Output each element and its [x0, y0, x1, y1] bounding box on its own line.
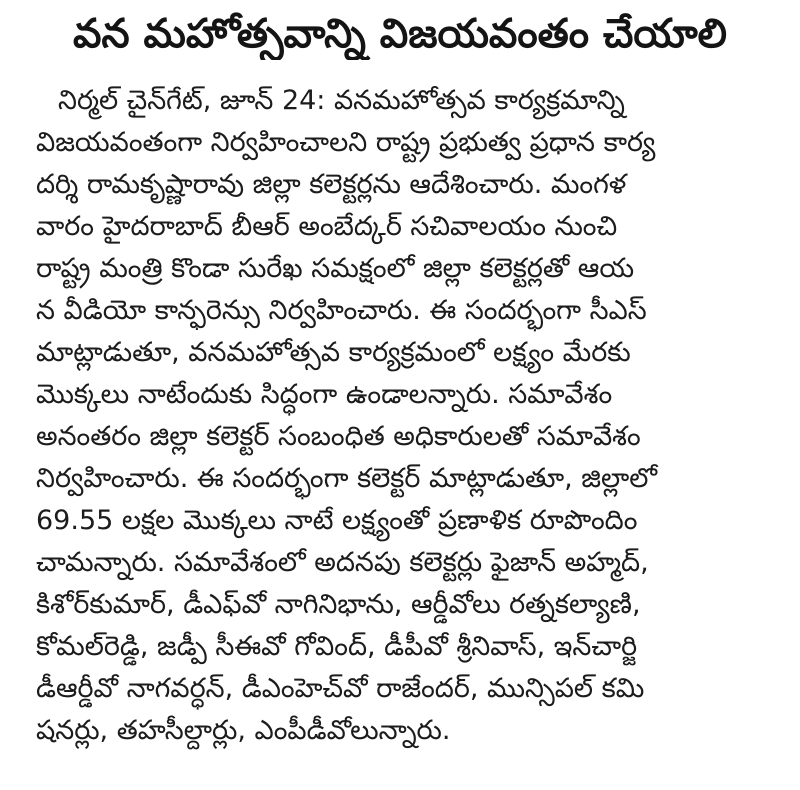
article-line: అనంతరం జిల్లా కలెక్టర్ సంబంధిత అధికారులతో సమావేశం [36, 421, 641, 452]
article-line: విజయవంతంగా నిర్వహించాలని రాష్ట్ర ప్రభుత్వ ప్రధాన కార్య [36, 127, 656, 158]
article-line: డీఆర్డీవో నాగవర్ధన్, డీఎంహెచ్‌వో రాజేందర్, మున్సిపల్ కమి [36, 673, 645, 704]
article-line: నిర్మల్ చైన్‌గేట్, జూన్ 24: వనమహోత్సవ కార్యక్రమాన్ని [58, 85, 625, 116]
article-line: రాష్ట్ర మంత్రి కొండా సురేఖ సమక్షంలో జిల్లా కలెక్టర్లతో ఆయ [36, 253, 635, 284]
article-line: 69.55 లక్షల మొక్కలు నాటే లక్ష్యంతో ప్రణాళిక రూపొందిం [36, 505, 638, 536]
headline: వన మహోత్సవాన్ని విజయవంతం చేయాలి [73, 11, 727, 57]
article-line: కోమల్‌రెడ్డి, జడ్పీ సీఈవో గోవింద్, డీపీవో శ్రీనివాస్, ఇన్‌చార్జి [36, 631, 638, 662]
article-line: నిర్వహించారు. ఈ సందర్భంగా కలెక్టర్ మాట్లాడుతూ, జిల్లాలో [36, 463, 658, 494]
article-line: న వీడియో కాన్ఫరెన్సు నిర్వహించారు. ఈ సందర్భంగా సీఎస్ [36, 295, 647, 326]
article-line: దర్శి రామకృష్ణారావు జిల్లా కలెక్టర్లను ఆదేశించారు. మంగళ [36, 169, 627, 200]
article-body [36, 80, 736, 752]
article-line: కిశోర్‌కుమార్, డీఎఫ్‌వో నాగినిభాను, ఆర్డీవోలు రత్నకల్యాణి, [36, 589, 641, 620]
article-line: మొక్కలు నాటేందుకు సిద్ధంగా ఉండాలన్నారు. సమావేశం [36, 379, 613, 410]
article-line: షనర్లు, తహసీల్దార్లు, ఎంపీడీవోలున్నారు. [36, 715, 451, 746]
article-line: మాట్లాడుతూ, వనమహోత్సవ కార్యక్రమంలో లక్ష్యం మేరకు [36, 337, 631, 368]
article-line: చామన్నారు. సమావేశంలో అదనపు కలెక్టర్లు ఫైజాన్ అహ్మద్, [36, 547, 649, 578]
article-line: వారం హైదరాబాద్ బీఆర్ అంబేద్కర్ సచివాలయం నుంచి [36, 211, 618, 242]
